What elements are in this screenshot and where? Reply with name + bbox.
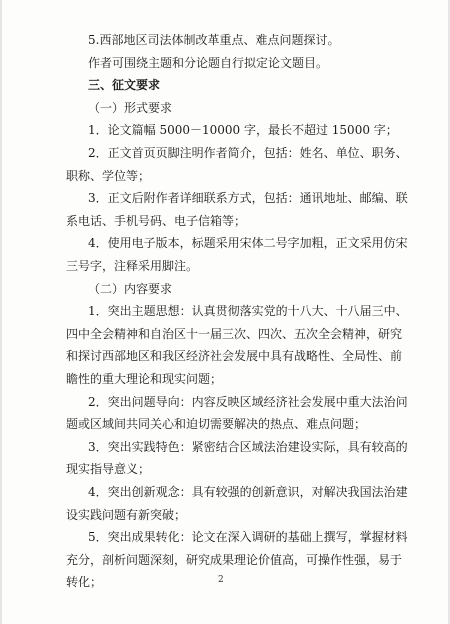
section-heading: 三、征文要求: [88, 78, 161, 92]
text-line: 现实指导意义；: [66, 462, 151, 476]
text-line: 系电话、手机号码、电子信箱等；: [66, 214, 247, 228]
text-line: 1．突出主题思想：认真贯彻落实党的十八大、十八届三中、: [88, 304, 408, 318]
text-line: 和探讨西部地区和我区经济社会发展中具有战略性、全局性、前: [66, 349, 403, 363]
subheading-form: （一）形式要求: [88, 101, 173, 115]
text-line: 设实践问题有新突破；: [66, 508, 187, 522]
text-line: 1．论文篇幅 5000－10000 字，最长不超过 15000 字；: [88, 123, 398, 137]
text-line: 题或区域间共同关心和迫切需要解决的热点、难点问题；: [66, 417, 367, 431]
text-line: 5．突出成果转化：论文在深入调研的基础上撰写，掌握材料: [88, 530, 408, 544]
text-line: 2．正文首页页脚注明作者简介，包括：姓名、单位、职务、: [88, 146, 408, 160]
text-line: 5.西部地区司法体制改革重点、难点问题探讨。: [88, 33, 340, 47]
text-line: 瞻性的重大理论和现实问题；: [66, 372, 223, 386]
scan-edge-left: [0, 0, 2, 624]
subheading-content: （二）内容要求: [88, 282, 173, 296]
text-line: 3．正文后附作者详细联系方式，包括：通讯地址、邮编、联: [88, 191, 408, 205]
text-line: 作者可围绕主题和分论题自行拟定论文题目。: [88, 56, 329, 70]
text-line: 3．突出实践特色：紧密结合区域法治建设实际，具有较高的: [88, 440, 408, 454]
text-line: 三号字，注释采用脚注。: [66, 259, 199, 273]
text-line: 4．突出创新观念：具有较强的创新意识，对解决我国法治建: [88, 485, 408, 499]
text-line: 四中全会精神和自治区十一届三次、四次、五次全会精神，研究: [66, 327, 403, 341]
text-line: 2．突出问题导向：内容反映区域经济社会发展中重大法治问: [88, 395, 408, 409]
text-line: 充分，剖析问题深刻，研究成果理论价值高，可操作性强，易于: [66, 553, 403, 567]
page-number: 2: [218, 575, 224, 585]
text-line: 4．使用电子版本，标题采用宋体二号字加粗，正文采用仿宋: [88, 236, 408, 250]
text-line: 转化；: [66, 575, 103, 589]
text-line: 职称、学位等；: [66, 169, 151, 183]
